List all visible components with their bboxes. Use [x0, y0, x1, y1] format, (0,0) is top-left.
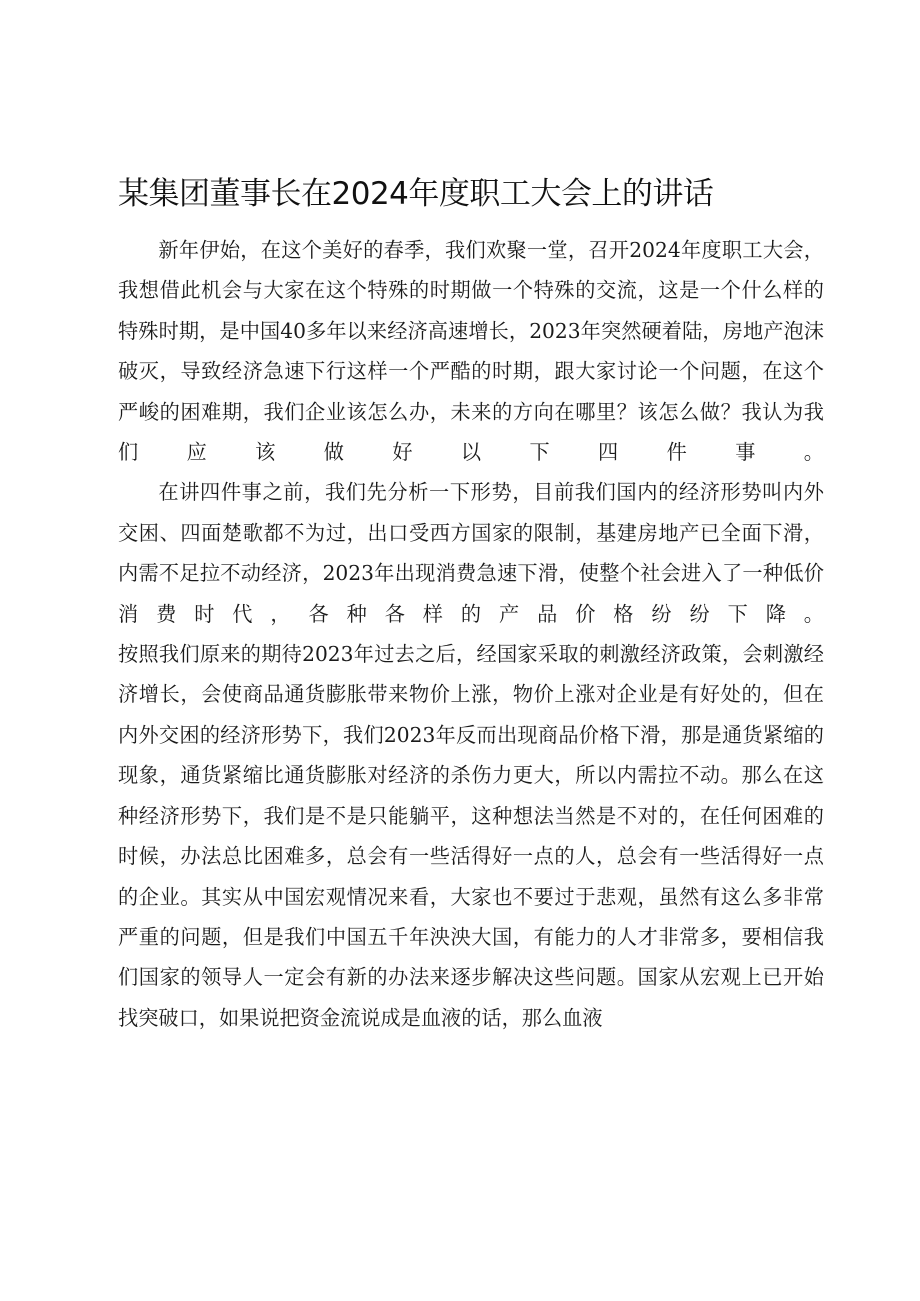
document-body: [118, 230, 824, 1038]
paragraph-situation: 在讲四件事之前，我们先分析一下形势，目前我们国内的经济形势叫内外交困、四面楚歌都不为过，出口受西方国家的限制，基建房地产已全面下滑，内需不足拉不动经济，2023年出现消费急速下滑，使整个社会进入了一种低价消费时代，各种各样的产品价格纷纷下降。: [118, 480, 824, 626]
document-title: 某集团董事长在2024年度职工大会上的讲话: [118, 176, 714, 212]
paragraph-opening: 新年伊始，在这个美好的春季，我们欢聚一堂，召开2024年度职工大会，我想借此机会与大家在这个特殊的时期做一个特殊的交流，这是一个什么样的特殊时期，是中国40多年以来经济高速增长，2023年突然硬着陆，房地产泡沫破灭，导致经济急速下行这样一个严酷的时期，跟大家讨论一个问题，在这个严峻的困难期，我们企业该怎么办，未来的方向在哪里？该怎么做？我认为我们应该做好以下四件事。: [118, 238, 824, 465]
paragraph-analysis: 按照我们原来的期待2023年过去之后，经国家采取的刺激经济政策，会刺激经济增长，会使商品通货膨胀带来物价上涨，物价上涨对企业是有好处的，但在内外交困的经济形势下，我们2023年反而出现商品价格下滑，那是通货紧缩的现象，通货紧缩比通货膨胀对经济的杀伤力更大，所以内需拉不动。那么在这种经济形势下，我们是不是只能躺平，这种想法当然是不对的，在任何困难的时候，办法总比困难多，总会有一些活得好一点的人，总会有一些活得好一点的企业。其实从中国宏观情况来看，大家也不要过于悲观，虽然有这么多非常严重的问题，但是我们中国五千年泱泱大国，有能力的人才非常多，要相信我们国家的领导人一定会有新的办法来逐步解决这些问题。国家从宏观上已开始找突破口，如果说把资金流说成是血液的话，那么血液: [118, 642, 824, 1030]
